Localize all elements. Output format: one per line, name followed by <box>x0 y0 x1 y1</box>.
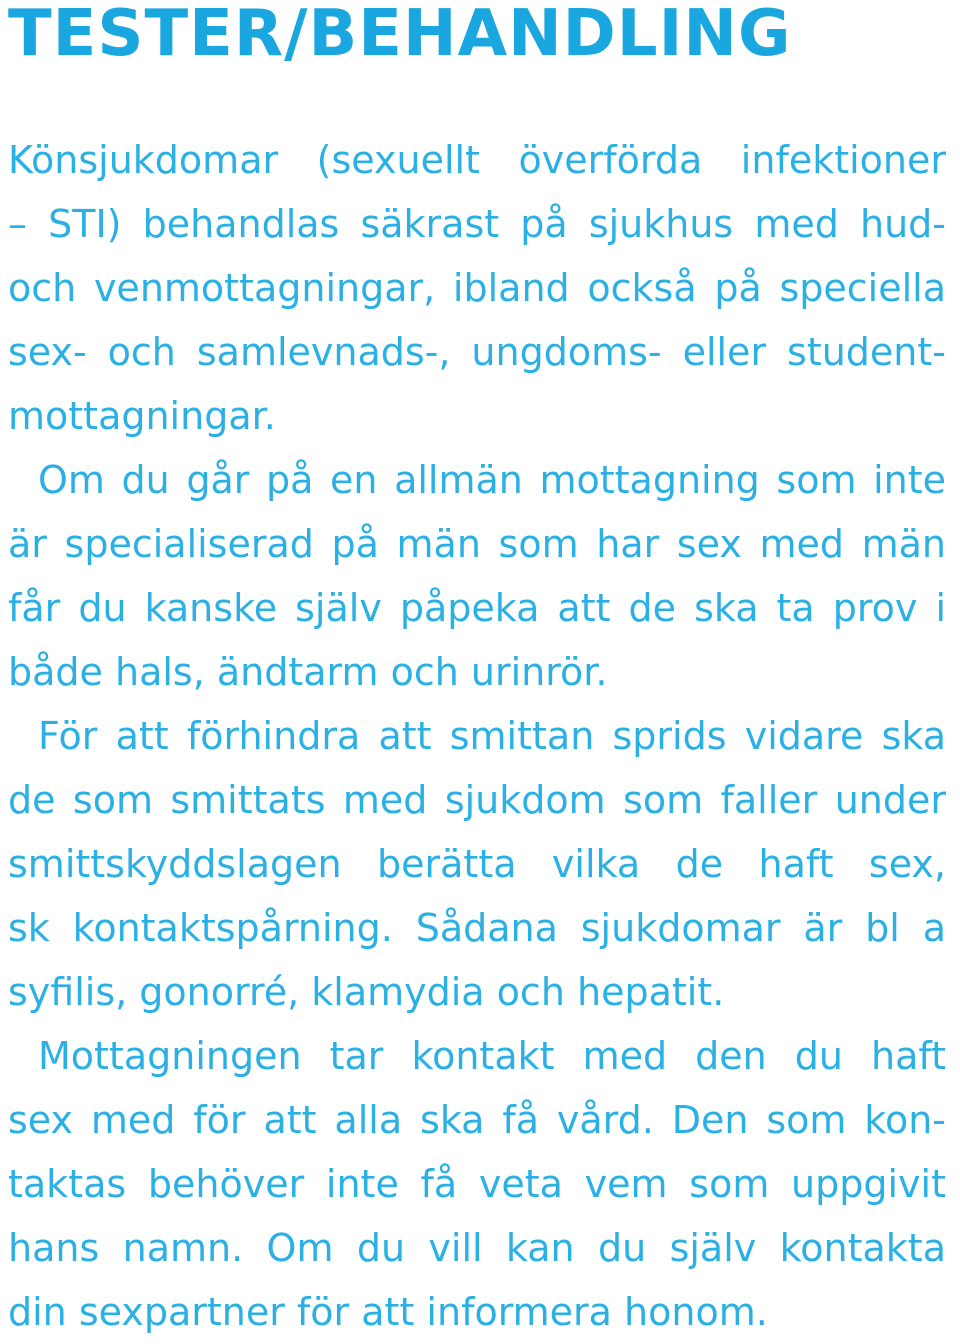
text-line: syfilis, gonorré, klamydia och hepatit. <box>8 970 725 1014</box>
paragraph-contact-tracing <box>8 704 946 1024</box>
text-line: och venmottagningar, ibland också på speciella <box>8 266 946 310</box>
text-line: sk kontaktspårning. Sådana sjukdomar är bl a <box>8 906 946 950</box>
text-line: både hals, ändtarm och urinrör. <box>8 650 608 694</box>
text-line: smittskyddslagen berätta vilka de haft sex, <box>8 842 946 886</box>
paragraph-partner-notification <box>8 1024 946 1344</box>
text-line: din sexpartner för att informera honom. <box>8 1290 768 1334</box>
paragraph-clinics <box>8 128 946 448</box>
paragraph-general-clinic <box>8 448 946 704</box>
text-line: hans namn. Om du vill kan du själv kontakta <box>8 1226 946 1270</box>
text-line: mottagningar. <box>8 394 276 438</box>
text-line: är specialiserad på män som har sex med män <box>8 522 946 566</box>
text-line: sex- och samlevnads-, ungdoms- eller student- <box>8 330 946 374</box>
page-heading: TESTER/BEHANDLING <box>8 0 792 71</box>
text-line: Mottagningen tar kontakt med den du haft <box>38 1034 946 1078</box>
text-line: sex med för att alla ska få vård. Den som kon- <box>8 1098 946 1142</box>
text-line: får du kanske själv påpeka att de ska ta prov i <box>8 586 946 630</box>
text-line: Om du går på en allmän mottagning som inte <box>38 458 946 502</box>
text-line: de som smittats med sjukdom som faller under <box>8 778 946 822</box>
text-line: – STI) behandlas säkrast på sjukhus med hud- <box>8 202 946 246</box>
text-line: taktas behöver inte få veta vem som uppgivit <box>8 1162 946 1206</box>
text-line: Könsjukdomar (sexuellt överförda infektioner <box>8 138 946 182</box>
text-line: För att förhindra att smittan sprids vidare ska <box>38 714 946 758</box>
body-text <box>8 128 946 1344</box>
